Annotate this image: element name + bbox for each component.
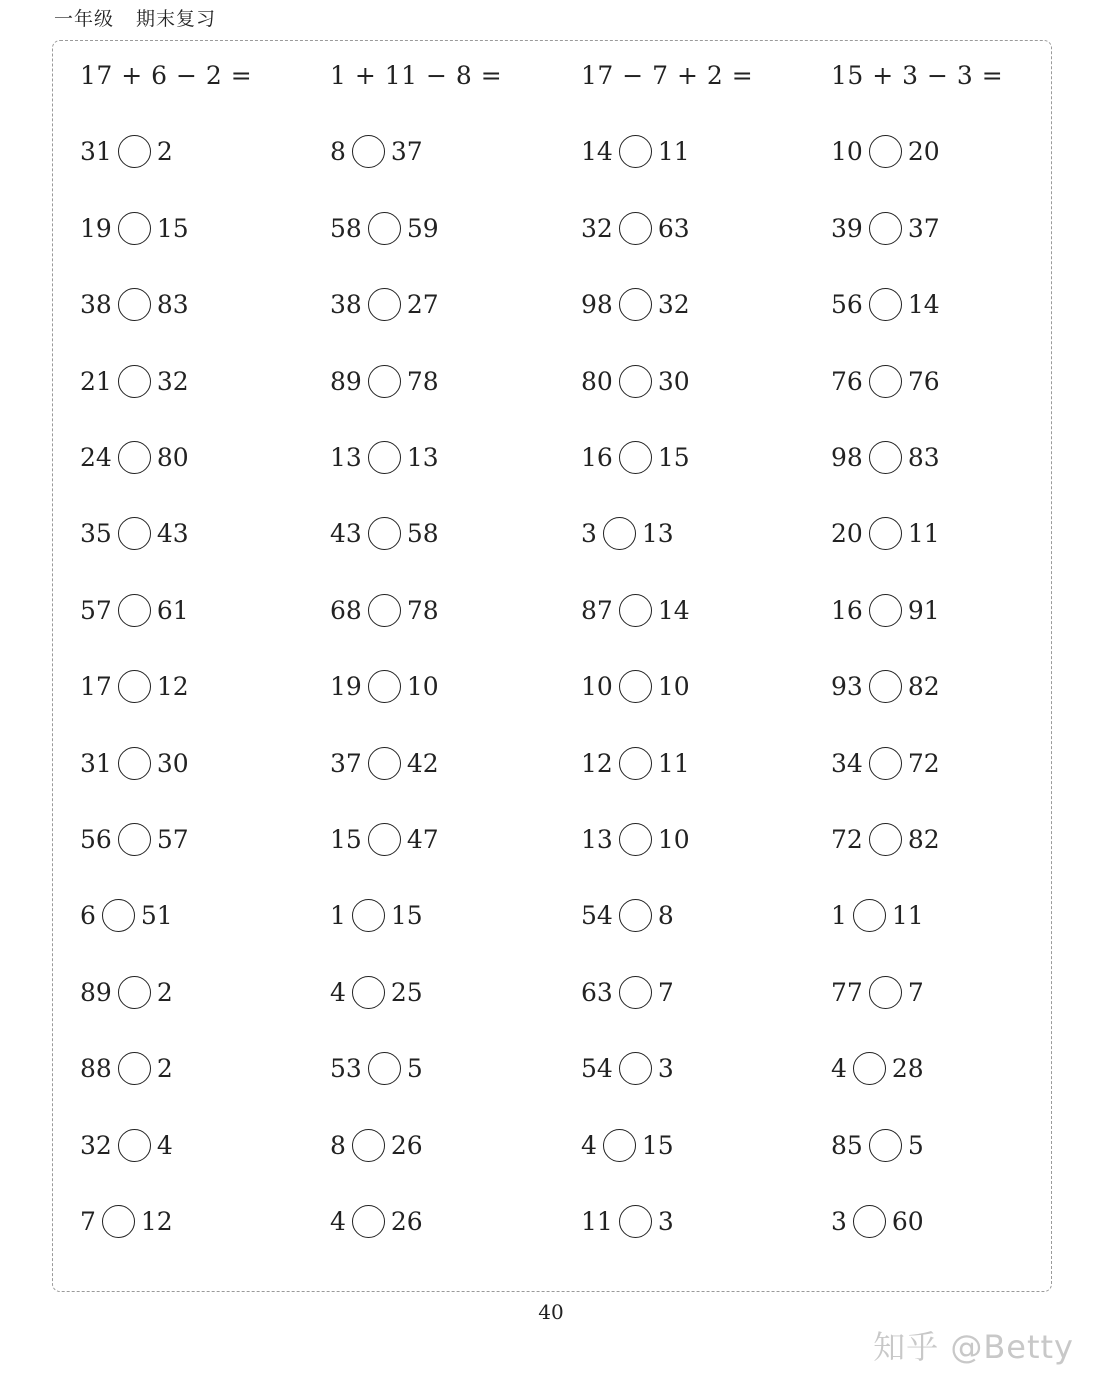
- comparison-item: [581, 1048, 674, 1088]
- left-number: 35: [80, 518, 112, 548]
- comparison-item: [581, 666, 690, 706]
- right-number: 11: [891, 900, 924, 930]
- comparison-item: [80, 972, 173, 1012]
- right-number: 42: [406, 748, 439, 778]
- arithmetic-expression: 17 + 6 − 2 =: [80, 60, 253, 90]
- right-number: 7: [907, 977, 924, 1007]
- right-number: 30: [156, 748, 189, 778]
- comparison-item: [581, 513, 674, 553]
- left-number: 6: [80, 900, 96, 930]
- right-number: 37: [907, 213, 940, 243]
- left-number: 20: [831, 518, 863, 548]
- right-number: 15: [641, 1130, 674, 1160]
- left-number: 3: [831, 1206, 847, 1236]
- right-number: 82: [907, 671, 940, 701]
- left-number: 32: [80, 1130, 112, 1160]
- comparison-item: [330, 590, 439, 630]
- left-number: 13: [330, 442, 362, 472]
- answer-circle[interactable]: [118, 1129, 151, 1162]
- right-number: 78: [406, 595, 439, 625]
- right-number: 78: [406, 366, 439, 396]
- right-number: 13: [641, 518, 674, 548]
- left-number: 76: [831, 366, 863, 396]
- right-number: 25: [390, 977, 423, 1007]
- left-number: 80: [581, 366, 613, 396]
- left-number: 32: [581, 213, 613, 243]
- right-number: 58: [406, 518, 439, 548]
- comparison-item: [831, 972, 924, 1012]
- section-title: 期末复习: [136, 8, 217, 30]
- comparison-item: [581, 437, 690, 477]
- left-number: 98: [831, 442, 863, 472]
- left-number: 8: [330, 1130, 346, 1160]
- answer-circle[interactable]: [118, 441, 151, 474]
- right-number: 43: [156, 518, 189, 548]
- answer-circle[interactable]: [368, 517, 401, 550]
- comparison-item: [581, 361, 690, 401]
- comparison-item: [831, 743, 940, 783]
- left-number: 10: [581, 671, 613, 701]
- comparison-item: [581, 208, 690, 248]
- left-number: 53: [330, 1053, 362, 1083]
- left-number: 21: [80, 366, 112, 396]
- answer-circle[interactable]: [368, 823, 401, 856]
- right-number: 12: [140, 1206, 173, 1236]
- left-number: 1: [831, 900, 847, 930]
- right-number: 8: [657, 900, 674, 930]
- answer-circle[interactable]: [118, 135, 151, 168]
- right-number: 63: [657, 213, 690, 243]
- comparison-item: [330, 208, 439, 248]
- comparison-item: [581, 131, 690, 171]
- answer-circle[interactable]: [368, 365, 401, 398]
- comparison-item: [80, 590, 189, 630]
- comparison-item: [581, 895, 674, 935]
- right-number: 51: [140, 900, 173, 930]
- right-number: 47: [406, 824, 439, 854]
- comparison-item: [330, 284, 439, 324]
- right-number: 76: [907, 366, 940, 396]
- comparison-item: [581, 284, 690, 324]
- right-number: 15: [390, 900, 423, 930]
- left-number: 89: [330, 366, 362, 396]
- comparison-item: [581, 1125, 674, 1165]
- answer-circle[interactable]: [118, 212, 151, 245]
- answer-circle[interactable]: [869, 823, 902, 856]
- left-number: 3: [581, 518, 597, 548]
- left-number: 4: [581, 1130, 597, 1160]
- left-number: 85: [831, 1130, 863, 1160]
- comparison-item: [80, 284, 189, 324]
- right-number: 30: [657, 366, 690, 396]
- answer-circle[interactable]: [368, 212, 401, 245]
- comparison-item: [330, 972, 423, 1012]
- comparison-item: [831, 284, 940, 324]
- left-number: 54: [581, 900, 613, 930]
- comparison-item: [330, 666, 439, 706]
- answer-circle[interactable]: [619, 976, 652, 1009]
- right-number: 32: [657, 289, 690, 319]
- answer-circle[interactable]: [869, 365, 902, 398]
- right-number: 60: [891, 1206, 924, 1236]
- answer-circle[interactable]: [619, 747, 652, 780]
- left-number: 16: [581, 442, 613, 472]
- answer-circle[interactable]: [619, 1052, 652, 1085]
- answer-circle[interactable]: [368, 594, 401, 627]
- comparison-item: [831, 666, 940, 706]
- answer-circle[interactable]: [352, 135, 385, 168]
- left-number: 72: [831, 824, 863, 854]
- answer-circle[interactable]: [118, 288, 151, 321]
- answer-circle[interactable]: [869, 212, 902, 245]
- right-number: 4: [156, 1130, 173, 1160]
- answer-circle[interactable]: [619, 365, 652, 398]
- answer-circle[interactable]: [603, 1129, 636, 1162]
- right-number: 5: [406, 1053, 423, 1083]
- comparison-item: [831, 895, 924, 935]
- right-number: 3: [657, 1053, 674, 1083]
- answer-circle[interactable]: [352, 1129, 385, 1162]
- right-number: 15: [657, 442, 690, 472]
- right-number: 14: [907, 289, 940, 319]
- left-number: 7: [80, 1206, 96, 1236]
- right-number: 7: [657, 977, 674, 1007]
- left-number: 12: [581, 748, 613, 778]
- comparison-item: [330, 1048, 423, 1088]
- right-number: 82: [907, 824, 940, 854]
- right-number: 2: [156, 977, 173, 1007]
- comparison-item: [80, 743, 189, 783]
- left-number: 8: [330, 136, 346, 166]
- comparison-item: [581, 743, 690, 783]
- right-number: 59: [406, 213, 439, 243]
- comparison-item: [831, 131, 940, 171]
- right-number: 91: [907, 595, 940, 625]
- left-number: 14: [581, 136, 613, 166]
- answer-circle[interactable]: [118, 747, 151, 780]
- comparison-item: [80, 208, 189, 248]
- left-number: 19: [80, 213, 112, 243]
- answer-circle[interactable]: [869, 670, 902, 703]
- right-number: 57: [156, 824, 189, 854]
- right-number: 11: [657, 748, 690, 778]
- right-number: 61: [156, 595, 189, 625]
- right-number: 27: [406, 289, 439, 319]
- comparison-item: [831, 1048, 924, 1088]
- answer-circle[interactable]: [368, 1052, 401, 1085]
- left-number: 24: [80, 442, 112, 472]
- right-number: 5: [907, 1130, 924, 1160]
- comparison-item: [80, 819, 189, 859]
- answer-circle[interactable]: [102, 1205, 135, 1238]
- left-number: 88: [80, 1053, 112, 1083]
- answer-circle[interactable]: [619, 1205, 652, 1238]
- comparison-item: [330, 437, 439, 477]
- watermark: 知乎 @Betty: [873, 1328, 1074, 1366]
- answer-circle[interactable]: [352, 899, 385, 932]
- answer-circle[interactable]: [352, 976, 385, 1009]
- answer-circle[interactable]: [603, 517, 636, 550]
- right-number: 13: [406, 442, 439, 472]
- answer-circle[interactable]: [619, 135, 652, 168]
- comparison-item: [80, 1125, 173, 1165]
- comparison-item: [80, 513, 189, 553]
- answer-circle[interactable]: [118, 823, 151, 856]
- grade-label: 一年级: [54, 8, 115, 30]
- answer-circle[interactable]: [118, 365, 151, 398]
- left-number: 4: [831, 1053, 847, 1083]
- comparison-item: [330, 1125, 423, 1165]
- comparison-item: [831, 1201, 924, 1241]
- arithmetic-expression: 17 − 7 + 2 =: [581, 60, 754, 90]
- left-number: 11: [581, 1206, 613, 1236]
- answer-circle[interactable]: [368, 288, 401, 321]
- right-number: 80: [156, 442, 189, 472]
- answer-circle[interactable]: [869, 1129, 902, 1162]
- right-number: 83: [156, 289, 189, 319]
- answer-circle[interactable]: [352, 1205, 385, 1238]
- arithmetic-expression: 15 + 3 − 3 =: [831, 60, 1004, 90]
- comparison-item: [80, 666, 189, 706]
- page-number: 40: [538, 1300, 564, 1324]
- left-number: 4: [330, 1206, 346, 1236]
- left-number: 15: [330, 824, 362, 854]
- comparison-item: [831, 361, 940, 401]
- right-number: 32: [156, 366, 189, 396]
- comparison-item: [581, 590, 690, 630]
- page-header: [54, 4, 216, 31]
- answer-circle[interactable]: [118, 1052, 151, 1085]
- right-number: 83: [907, 442, 940, 472]
- left-number: 10: [831, 136, 863, 166]
- comparison-item: [330, 743, 439, 783]
- right-number: 72: [907, 748, 940, 778]
- answer-circle[interactable]: [853, 1205, 886, 1238]
- right-number: 14: [657, 595, 690, 625]
- right-number: 2: [156, 136, 173, 166]
- right-number: 11: [657, 136, 690, 166]
- left-number: 56: [831, 289, 863, 319]
- left-number: 19: [330, 671, 362, 701]
- comparison-item: [80, 1201, 173, 1241]
- left-number: 4: [330, 977, 346, 1007]
- left-number: 43: [330, 518, 362, 548]
- answer-circle[interactable]: [102, 899, 135, 932]
- left-number: 31: [80, 136, 112, 166]
- comparison-item: [831, 590, 940, 630]
- answer-circle[interactable]: [619, 670, 652, 703]
- answer-circle[interactable]: [869, 594, 902, 627]
- answer-circle[interactable]: [619, 823, 652, 856]
- right-number: 26: [390, 1206, 423, 1236]
- right-number: 20: [907, 136, 940, 166]
- comparison-item: [80, 1048, 173, 1088]
- comparison-item: [831, 208, 940, 248]
- comparison-item: [581, 1201, 674, 1241]
- comparison-item: [330, 361, 439, 401]
- right-number: 28: [891, 1053, 924, 1083]
- answer-circle[interactable]: [118, 594, 151, 627]
- comparison-item: [831, 513, 940, 553]
- left-number: 38: [330, 289, 362, 319]
- answer-circle[interactable]: [619, 288, 652, 321]
- right-number: 11: [907, 518, 940, 548]
- comparison-item: [80, 131, 173, 171]
- comparison-item: [831, 819, 940, 859]
- answer-circle[interactable]: [619, 212, 652, 245]
- left-number: 38: [80, 289, 112, 319]
- left-number: 68: [330, 595, 362, 625]
- comparison-item: [831, 437, 940, 477]
- left-number: 54: [581, 1053, 613, 1083]
- right-number: 10: [406, 671, 439, 701]
- arithmetic-expression: 1 + 11 − 8 =: [330, 60, 503, 90]
- right-number: 2: [156, 1053, 173, 1083]
- right-number: 10: [657, 824, 690, 854]
- answer-circle[interactable]: [619, 441, 652, 474]
- comparison-item: [330, 819, 439, 859]
- left-number: 17: [80, 671, 112, 701]
- comparison-item: [831, 1125, 924, 1165]
- answer-circle[interactable]: [368, 670, 401, 703]
- right-number: 3: [657, 1206, 674, 1236]
- left-number: 34: [831, 748, 863, 778]
- answer-circle[interactable]: [869, 441, 902, 474]
- answer-circle[interactable]: [869, 517, 902, 550]
- answer-circle[interactable]: [619, 899, 652, 932]
- comparison-item: [581, 972, 674, 1012]
- comparison-item: [330, 1201, 423, 1241]
- right-number: 37: [390, 136, 423, 166]
- right-number: 10: [657, 671, 690, 701]
- answer-circle[interactable]: [869, 135, 902, 168]
- comparison-item: [80, 895, 173, 935]
- answer-circle[interactable]: [118, 670, 151, 703]
- answer-circle[interactable]: [619, 594, 652, 627]
- right-number: 12: [156, 671, 189, 701]
- left-number: 87: [581, 595, 613, 625]
- comparison-item: [330, 131, 423, 171]
- answer-circle[interactable]: [368, 747, 401, 780]
- answer-circle[interactable]: [853, 899, 886, 932]
- answer-circle[interactable]: [118, 976, 151, 1009]
- right-number: 26: [390, 1130, 423, 1160]
- comparison-item: [330, 895, 423, 935]
- comparison-item: [581, 819, 690, 859]
- left-number: 89: [80, 977, 112, 1007]
- answer-circle[interactable]: [118, 517, 151, 550]
- right-number: 15: [156, 213, 189, 243]
- left-number: 98: [581, 289, 613, 319]
- comparison-item: [80, 437, 189, 477]
- left-number: 13: [581, 824, 613, 854]
- left-number: 57: [80, 595, 112, 625]
- left-number: 58: [330, 213, 362, 243]
- answer-circle[interactable]: [869, 288, 902, 321]
- left-number: 56: [80, 824, 112, 854]
- left-number: 77: [831, 977, 863, 1007]
- answer-circle[interactable]: [853, 1052, 886, 1085]
- left-number: 16: [831, 595, 863, 625]
- left-number: 1: [330, 900, 346, 930]
- answer-circle[interactable]: [869, 976, 902, 1009]
- left-number: 31: [80, 748, 112, 778]
- left-number: 39: [831, 213, 863, 243]
- left-number: 93: [831, 671, 863, 701]
- comparison-item: [80, 361, 189, 401]
- answer-circle[interactable]: [368, 441, 401, 474]
- left-number: 37: [330, 748, 362, 778]
- left-number: 63: [581, 977, 613, 1007]
- comparison-item: [330, 513, 439, 553]
- answer-circle[interactable]: [869, 747, 902, 780]
